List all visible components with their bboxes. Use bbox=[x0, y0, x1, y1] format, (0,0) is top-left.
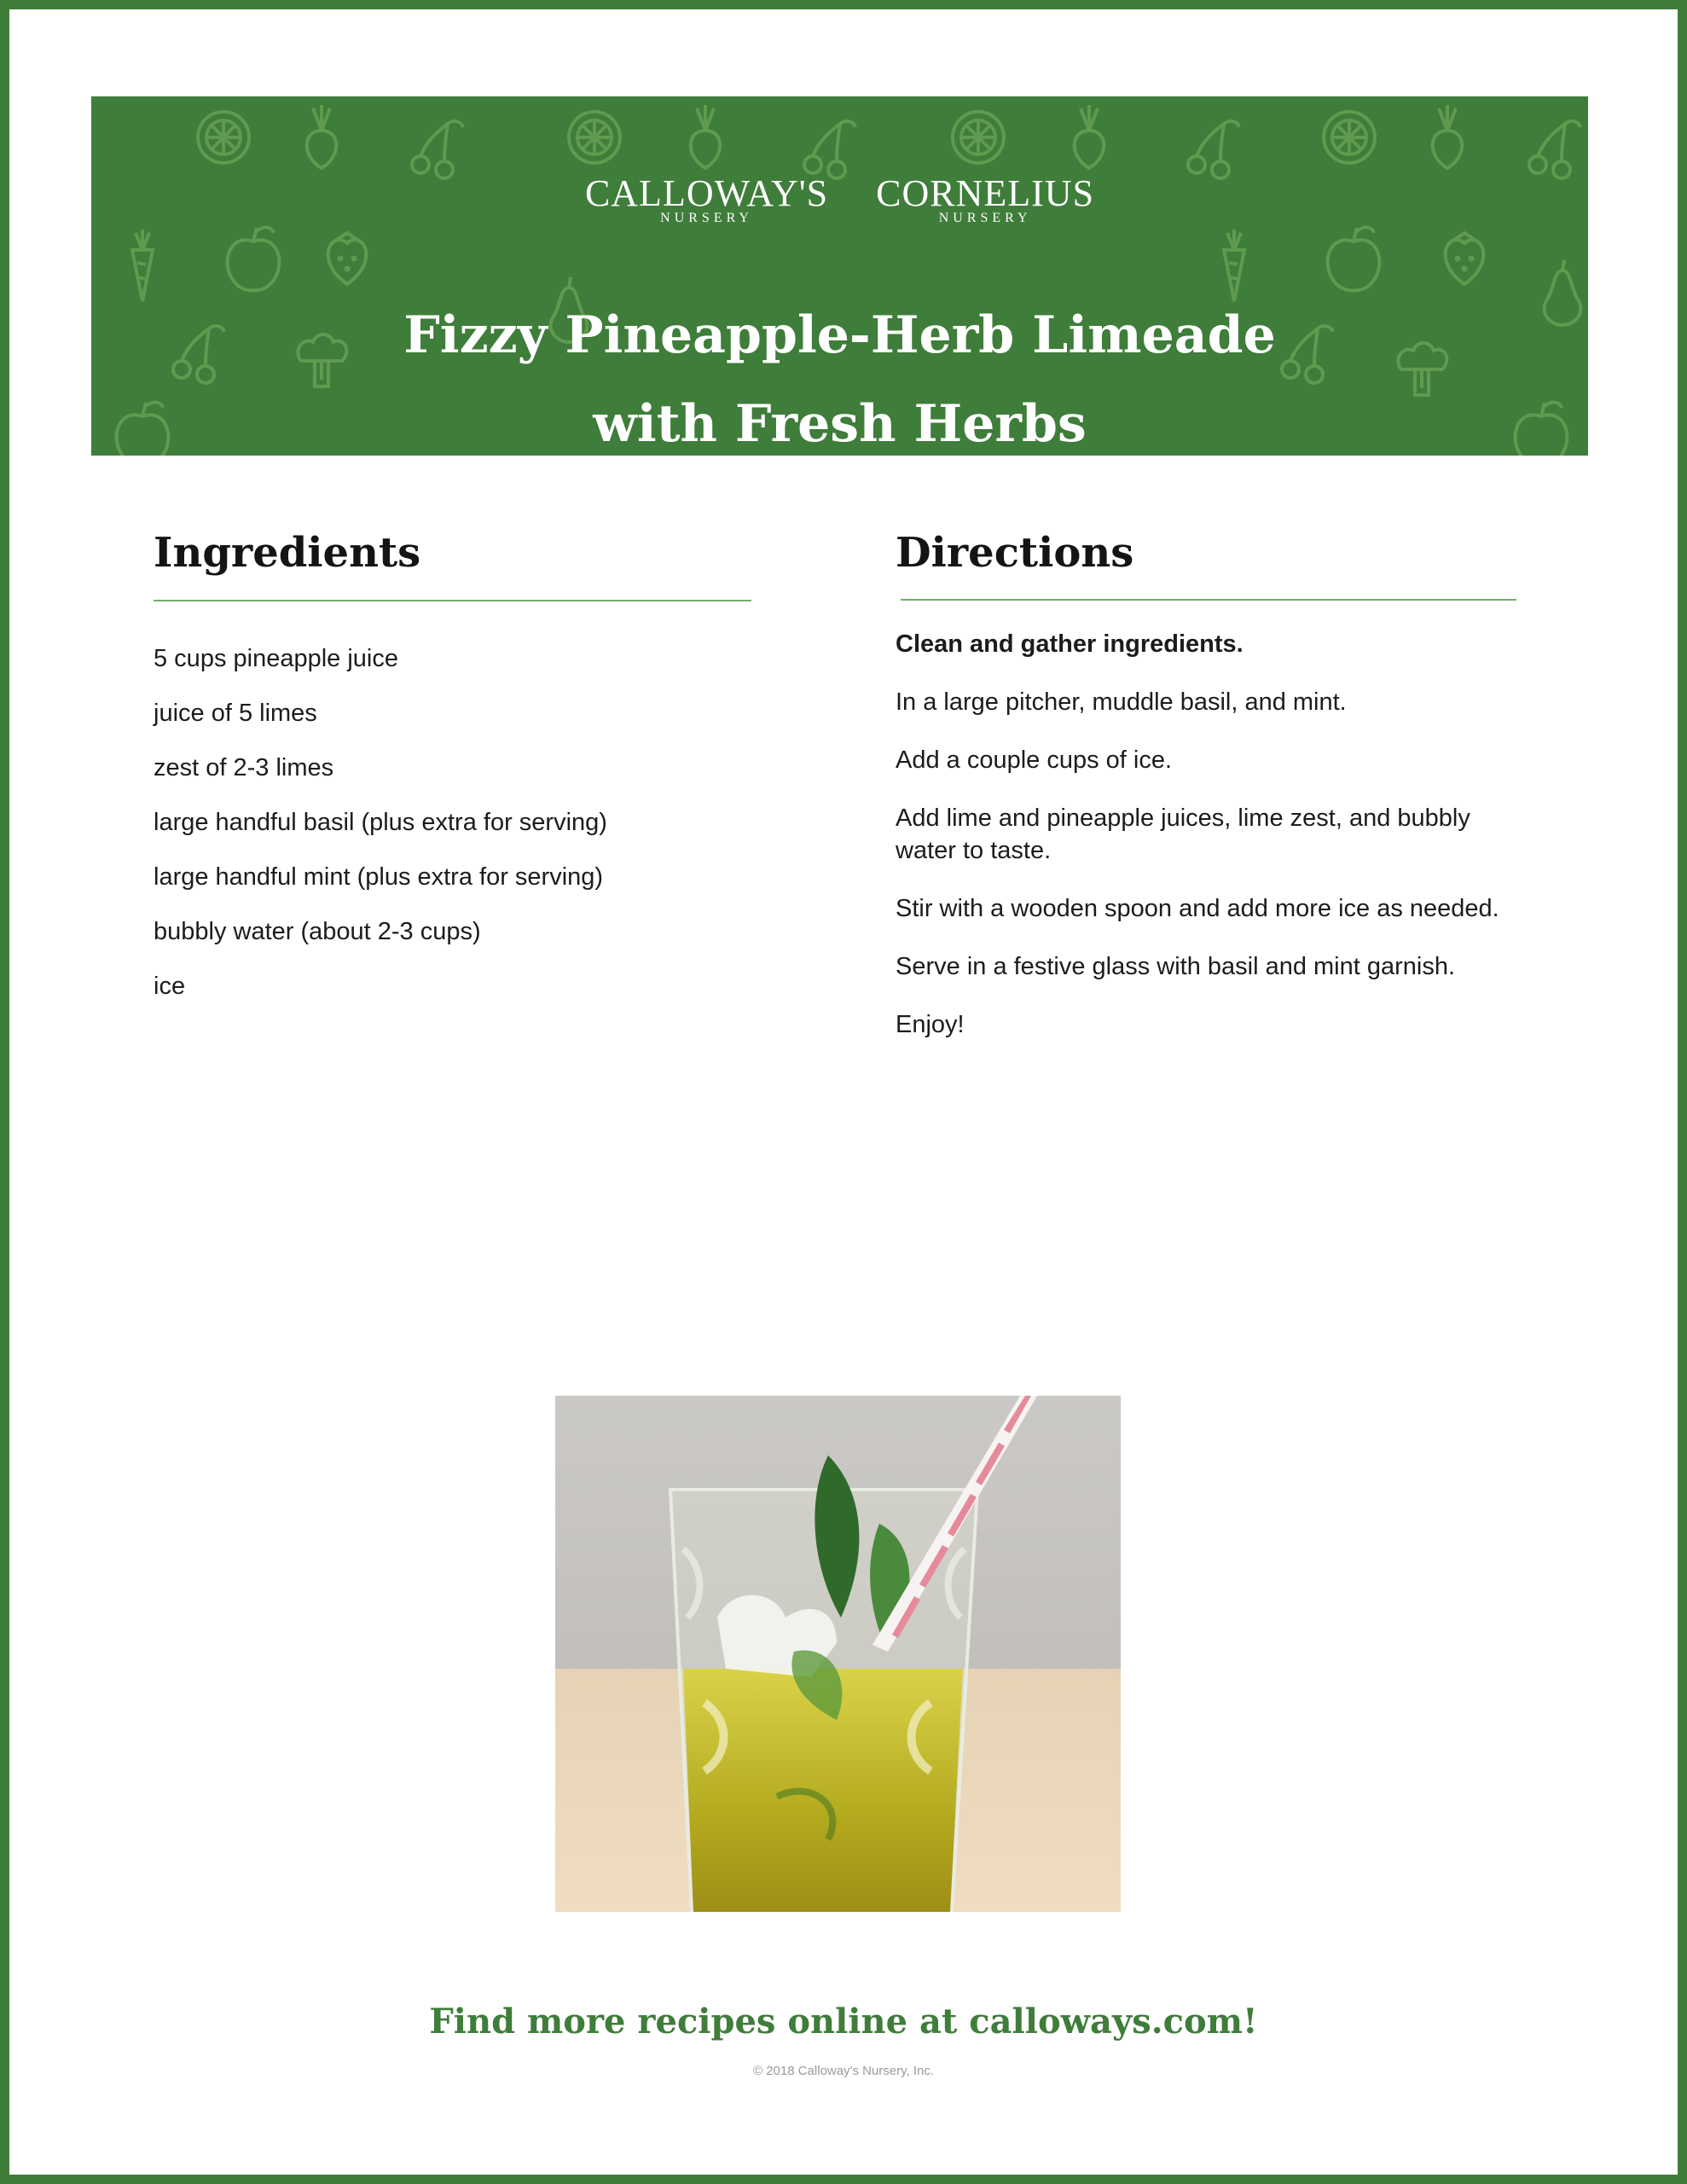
cornelius-logo-sub: NURSERY bbox=[938, 211, 1032, 225]
calloways-logo bbox=[585, 173, 828, 226]
ingredient-item: large handful mint (plus extra for serving) bbox=[154, 863, 604, 891]
copyright-notice: © 2018 Calloway's Nursery, Inc. bbox=[752, 2064, 935, 2078]
recipe-title-line-1: Fizzy Pineapple-Herb Limeade bbox=[403, 305, 1276, 365]
directions-heading: Directions bbox=[896, 529, 1134, 577]
direction-step: Add a couple cups of ice. bbox=[896, 746, 1173, 774]
calloways-logo-sub: NURSERY bbox=[660, 211, 753, 225]
ingredient-item: ice bbox=[154, 973, 186, 1000]
ingredient-item: zest of 2-3 limes bbox=[154, 754, 334, 781]
ingredient-item: large handful basil (plus extra for serving) bbox=[154, 809, 607, 836]
direction-step: Serve in a festive glass with basil and mint garnish. bbox=[896, 953, 1456, 980]
direction-step: Stir with a wooden spoon and add more ice as needed. bbox=[896, 895, 1499, 922]
directions-divider bbox=[901, 599, 1516, 601]
more-recipes-link[interactable]: Find more recipes online at calloways.com! bbox=[429, 2001, 1258, 2042]
brand-logos bbox=[91, 173, 1588, 226]
ingredient-item: 5 cups pineapple juice bbox=[154, 645, 398, 672]
direction-step: In a large pitcher, muddle basil, and mint. bbox=[896, 688, 1347, 716]
recipe-title bbox=[91, 291, 1588, 456]
directions-list bbox=[896, 628, 1531, 1066]
cornelius-logo-name: CORNELIUS bbox=[876, 172, 1095, 214]
limeade-photo bbox=[555, 1396, 1121, 1912]
ingredient-item: bubbly water (about 2-3 cups) bbox=[154, 918, 481, 945]
ingredients-divider bbox=[154, 600, 751, 601]
direction-step: Clean and gather ingredients. bbox=[896, 630, 1244, 658]
ingredients-list bbox=[154, 642, 768, 1025]
ingredient-item: juice of 5 limes bbox=[154, 700, 317, 727]
limeade-photo-illustration bbox=[555, 1396, 1121, 1912]
recipe-title-line-2: with Fresh Herbs bbox=[593, 394, 1087, 454]
direction-step: Add lime and pineapple juices, lime zest, and bubbly water to taste. bbox=[896, 804, 1470, 864]
ingredients-heading: Ingredients bbox=[154, 529, 421, 577]
header-banner bbox=[91, 96, 1588, 456]
cornelius-logo bbox=[876, 173, 1094, 226]
direction-step: Enjoy! bbox=[896, 1011, 965, 1038]
calloways-logo-name: CALLOWAY'S bbox=[584, 172, 829, 214]
